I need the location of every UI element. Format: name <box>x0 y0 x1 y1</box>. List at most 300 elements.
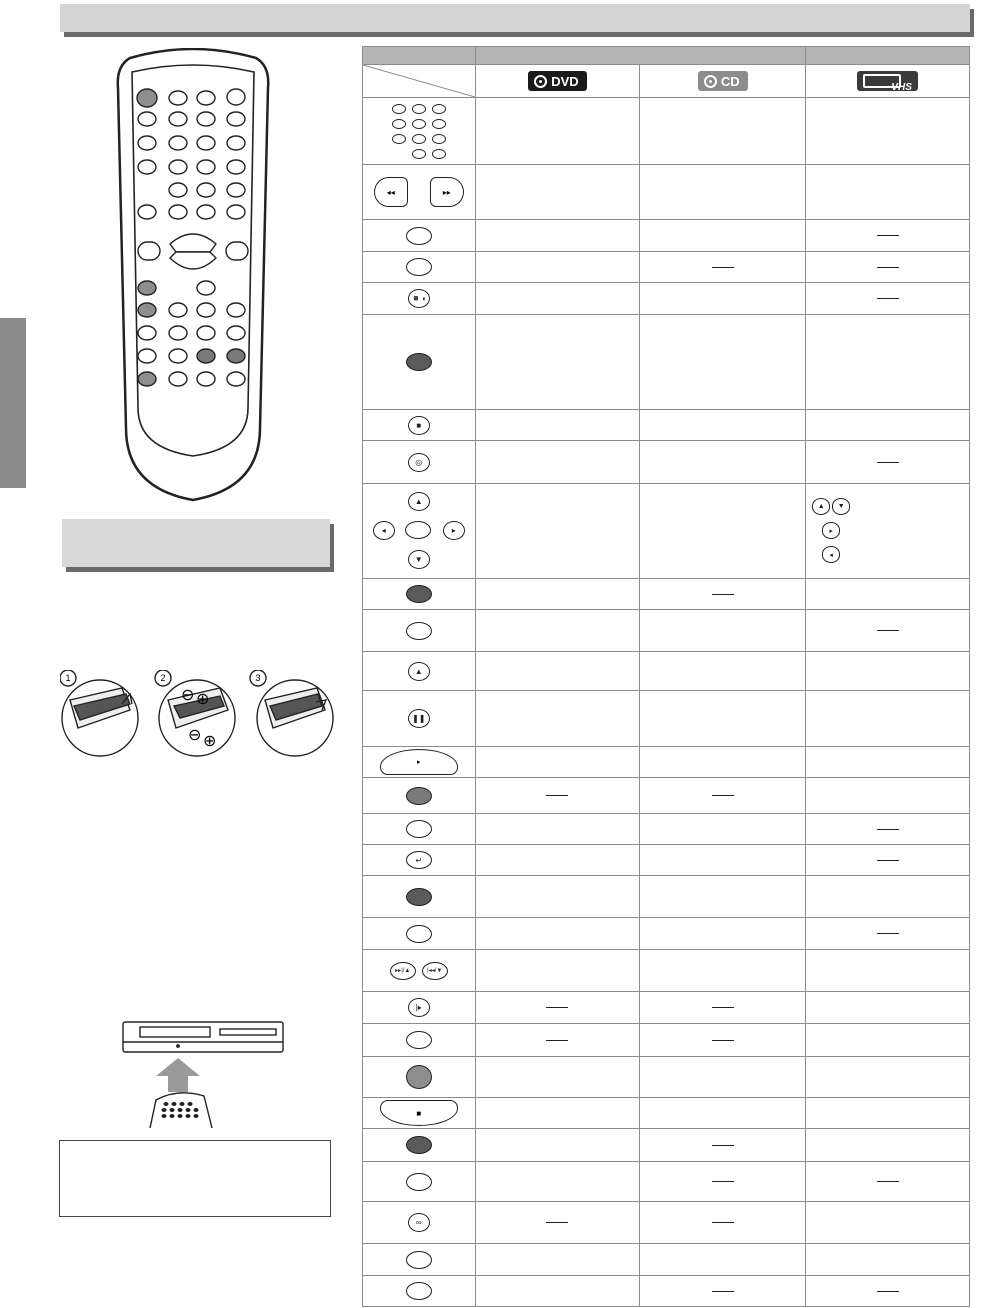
cell-content <box>476 691 640 746</box>
cell-content <box>476 610 640 651</box>
cell-content <box>640 950 805 991</box>
cell-content <box>640 1098 805 1128</box>
cd-cell <box>640 252 806 283</box>
button-icon-cell <box>363 283 476 315</box>
cell-content <box>640 691 805 746</box>
cd-cell <box>640 315 806 410</box>
dvd-cell <box>475 652 640 691</box>
cell-content <box>476 220 640 251</box>
diagonal-cell <box>363 65 476 98</box>
cell-content <box>806 992 969 1023</box>
cell-content <box>640 220 805 251</box>
cell-content <box>363 778 475 813</box>
cell-content <box>363 315 475 409</box>
table-row <box>363 610 970 652</box>
button-icon-cell <box>363 950 476 992</box>
up-arrow-icon: ▲ <box>812 498 830 515</box>
dvd-cell <box>475 876 640 918</box>
vhs-cell <box>806 410 970 441</box>
button-icon-cell <box>363 778 476 814</box>
dvd-cell <box>475 918 640 950</box>
vhs-cell <box>806 283 970 315</box>
vhs-cell <box>806 747 970 778</box>
cell-content <box>476 814 640 844</box>
cell-content <box>363 220 475 251</box>
cd-cell <box>640 1202 806 1244</box>
button-icon-cell <box>363 220 476 252</box>
cell-content <box>476 410 640 440</box>
table-row <box>363 918 970 950</box>
cell-content <box>363 283 475 314</box>
cell-content <box>363 992 475 1023</box>
battery-steps-illustration <box>60 670 340 764</box>
table-row <box>363 1276 970 1307</box>
header-cell-vcr <box>806 47 970 65</box>
not-available-dash <box>712 1145 734 1146</box>
play-icon: ▸ <box>380 749 458 775</box>
cell-content <box>806 410 969 440</box>
not-available-dash <box>546 1040 568 1041</box>
cell-content <box>476 165 640 219</box>
remote-control-illustration <box>110 48 276 504</box>
button-icon-cell <box>363 410 476 441</box>
cell-content <box>806 252 969 282</box>
cd-cell <box>640 98 806 165</box>
oval-button-icon <box>406 227 432 245</box>
not-available-dash <box>712 1007 734 1008</box>
cd-cell <box>640 220 806 252</box>
oval-button-icon <box>406 1282 432 1300</box>
dvd-logo-cell <box>475 65 640 98</box>
vhs-logo <box>857 71 918 91</box>
vhs-cell <box>806 98 970 165</box>
dvd-cell <box>475 747 640 778</box>
cell-content <box>476 1098 640 1128</box>
table-row <box>363 98 970 165</box>
cell-content <box>640 98 805 164</box>
table-row <box>363 845 970 876</box>
cd-cell <box>640 992 806 1024</box>
cell-content <box>640 315 805 409</box>
cell-content <box>640 283 805 314</box>
dvd-cell <box>475 283 640 315</box>
button-icon-cell <box>363 1098 476 1129</box>
cursor-keys-icon <box>369 492 469 570</box>
cell-content <box>476 1162 640 1201</box>
dvd-cell <box>475 220 640 252</box>
cell-content <box>476 845 640 875</box>
cell-content <box>806 845 969 875</box>
number-key-icon <box>392 119 406 129</box>
cd-cell <box>640 1024 806 1057</box>
cell-content <box>806 1129 969 1161</box>
not-available-dash <box>877 1181 899 1182</box>
number-key-icon <box>412 104 426 114</box>
oval-button-icon <box>406 925 432 943</box>
button-icon-cell <box>363 610 476 652</box>
table-row <box>363 283 970 315</box>
cd-cell <box>640 441 806 484</box>
dvd-cell <box>475 691 640 747</box>
disc-icon <box>704 75 717 88</box>
cd-logo-text: CD <box>720 73 740 89</box>
table-row <box>363 165 970 220</box>
vhs-cell <box>806 1244 970 1276</box>
number-key-icon <box>432 134 446 144</box>
cell-content <box>806 484 969 578</box>
button-icon-cell <box>363 1057 476 1098</box>
cell-content <box>640 1024 805 1056</box>
cell-content <box>363 1129 475 1161</box>
cd-cell <box>640 1162 806 1202</box>
cell-content <box>640 610 805 651</box>
button-icon-cell <box>363 1276 476 1307</box>
cell-content <box>363 1024 475 1056</box>
cell-content <box>363 610 475 651</box>
cell-content <box>640 876 805 917</box>
cell-content <box>640 1129 805 1161</box>
table-row <box>363 1057 970 1098</box>
step-3-label: 3 <box>255 673 261 683</box>
cell-content <box>640 992 805 1023</box>
fast-forward-icon: ▸▸ <box>430 177 464 207</box>
skip-buttons-icon <box>390 962 448 980</box>
cd-cell <box>640 283 806 315</box>
cd-cell <box>640 1098 806 1129</box>
cell-content <box>476 1057 640 1097</box>
not-available-dash <box>546 795 568 796</box>
cell-content <box>363 98 475 164</box>
dvd-cell <box>475 1024 640 1057</box>
table-row <box>363 252 970 283</box>
cell-content <box>640 814 805 844</box>
cd-cell <box>640 747 806 778</box>
vhs-cell <box>806 652 970 691</box>
cell-content <box>806 918 969 949</box>
dubbing-icon: ∞ <box>408 1213 430 1232</box>
vhs-logo-cell <box>806 65 970 98</box>
header-cell-button <box>363 47 476 65</box>
table-row <box>363 950 970 992</box>
button-icon-cell <box>363 876 476 918</box>
not-available-dash <box>712 1181 734 1182</box>
not-available-dash <box>546 1222 568 1223</box>
cell-content <box>806 441 969 483</box>
cell-content <box>476 441 640 483</box>
not-available-dash <box>877 267 899 268</box>
button-icon-cell <box>363 691 476 747</box>
vhs-cell <box>806 1129 970 1162</box>
not-available-dash <box>877 462 899 463</box>
dvd-logo <box>528 71 586 91</box>
cell-content <box>640 165 805 219</box>
number-key-icon <box>432 119 446 129</box>
dvd-cell <box>475 992 640 1024</box>
cell-content <box>806 98 969 164</box>
skip-back-icon: |◂◂/▼ <box>422 962 448 980</box>
dvd-cell <box>475 1276 640 1307</box>
cell-content <box>640 778 805 813</box>
cell-content <box>363 1202 475 1243</box>
plus-sign: ⊕ <box>196 689 210 708</box>
dvd-cell <box>475 484 640 579</box>
cd-cell <box>640 1276 806 1307</box>
mute-icon: ◾◖ <box>408 289 430 308</box>
not-available-dash <box>712 1040 734 1041</box>
dvd-cell <box>475 579 640 610</box>
cell-content <box>476 579 640 609</box>
cd-cell <box>640 778 806 814</box>
not-available-dash <box>712 594 734 595</box>
dvd-cell <box>475 1162 640 1202</box>
down-arrow-icon: ▼ <box>832 498 850 515</box>
stop-square-icon: ■ <box>408 416 430 435</box>
button-icon-cell <box>363 918 476 950</box>
cd-cell <box>640 950 806 992</box>
cell-content <box>476 1024 640 1056</box>
cell-content <box>806 220 969 251</box>
cell-content <box>476 1129 640 1161</box>
cell-content <box>806 876 969 917</box>
cd-cell <box>640 1244 806 1276</box>
button-icon-cell <box>363 165 476 220</box>
cell-content <box>363 691 475 746</box>
oval-button-icon <box>406 622 432 640</box>
vhs-cell <box>806 814 970 845</box>
cell-content <box>806 652 969 690</box>
button-icon-cell <box>363 1129 476 1162</box>
cd-cell <box>640 1057 806 1098</box>
table-row <box>363 1162 970 1202</box>
button-icon-cell <box>363 1202 476 1244</box>
vhs-cell <box>806 484 970 579</box>
number-key-icon <box>432 104 446 114</box>
return-icon: ↵ <box>406 851 432 869</box>
table-row <box>363 1024 970 1057</box>
cd-cell <box>640 410 806 441</box>
button-function-table <box>362 46 970 1307</box>
battery-installation-figure <box>60 670 340 764</box>
cell-content <box>640 484 805 578</box>
dvd-cell <box>475 441 640 484</box>
cell-content <box>363 252 475 282</box>
dvd-cell <box>475 410 640 441</box>
vhs-cell <box>806 165 970 220</box>
vhs-cell <box>806 845 970 876</box>
cell-content <box>476 1202 640 1243</box>
not-available-dash <box>546 1007 568 1008</box>
dvd-cell <box>475 252 640 283</box>
vhs-cell <box>806 610 970 652</box>
button-icon-cell <box>363 845 476 876</box>
table-row <box>363 410 970 441</box>
button-icon-cell <box>363 747 476 778</box>
vhs-cell <box>806 252 970 283</box>
cd-cell <box>640 579 806 610</box>
cell-content <box>640 410 805 440</box>
dvd-cell <box>475 1129 640 1162</box>
cd-logo-cell <box>640 65 806 98</box>
cell-content <box>640 845 805 875</box>
cell-content <box>806 1098 969 1128</box>
cell-content <box>363 950 475 991</box>
dvd-cell <box>475 1057 640 1098</box>
cell-content <box>476 876 640 917</box>
vhs-cell <box>806 441 970 484</box>
cell-content <box>640 1244 805 1275</box>
cell-content <box>806 1057 969 1097</box>
cell-content <box>363 1162 475 1201</box>
enter-icon <box>405 521 431 539</box>
cell-content <box>806 1276 969 1306</box>
number-key-icon <box>412 119 426 129</box>
cell-content <box>476 283 640 314</box>
cell-content <box>806 814 969 844</box>
left-arrow-icon: ◂ <box>822 546 840 563</box>
dvd-cell <box>475 1098 640 1129</box>
table-row <box>363 315 970 410</box>
cell-content <box>640 1202 805 1243</box>
button-icon-cell <box>363 1024 476 1057</box>
filled-button-icon <box>406 1136 432 1154</box>
cell-content <box>476 1276 640 1306</box>
vhs-logo-text: VHS <box>891 81 912 93</box>
number-keys-icon <box>392 104 446 159</box>
vhs-cell <box>806 876 970 918</box>
cell-content <box>363 876 475 917</box>
table-row <box>363 1098 970 1129</box>
not-available-dash <box>877 1291 899 1292</box>
minus-sign: ⊖ <box>188 725 202 744</box>
button-icon-cell <box>363 652 476 691</box>
cd-cell <box>640 610 806 652</box>
cell-content <box>363 579 475 609</box>
vhs-cell <box>806 691 970 747</box>
plus-sign: ⊕ <box>203 731 217 750</box>
cell-content <box>476 98 640 164</box>
cell-content <box>640 252 805 282</box>
cell-content <box>363 814 475 844</box>
vhs-cell <box>806 315 970 410</box>
dvd-cell <box>475 1202 640 1244</box>
setup-icon: ◎ <box>408 453 430 472</box>
table-row <box>363 441 970 484</box>
cell-content <box>806 1162 969 1201</box>
not-available-dash <box>712 795 734 796</box>
oval-button-icon <box>406 1251 432 1269</box>
vhs-cell <box>806 1202 970 1244</box>
cell-content <box>476 484 640 578</box>
oval-button-icon <box>406 1173 432 1191</box>
vhs-cell <box>806 1098 970 1129</box>
cell-content <box>640 747 805 777</box>
button-icon-cell <box>363 579 476 610</box>
header-cell-dvd-cd <box>475 47 806 65</box>
cell-content <box>363 1244 475 1275</box>
table-header-row <box>363 47 970 65</box>
not-available-dash <box>877 829 899 830</box>
cell-content <box>640 579 805 609</box>
button-icon-cell <box>363 252 476 283</box>
cd-cell <box>640 165 806 220</box>
table-row <box>363 579 970 610</box>
not-available-dash <box>877 630 899 631</box>
section-heading-box <box>62 519 330 567</box>
table-row <box>363 778 970 814</box>
cd-cell <box>640 691 806 747</box>
page-header-bar <box>60 4 970 32</box>
table-row <box>363 747 970 778</box>
stop-icon: ■ <box>380 1100 458 1126</box>
table-row <box>363 992 970 1024</box>
not-available-dash <box>712 1291 734 1292</box>
cell-content <box>476 252 640 282</box>
number-key-icon <box>392 134 406 144</box>
step-2-label: 2 <box>160 673 166 683</box>
cell-content <box>363 918 475 949</box>
number-key-icon <box>392 149 406 159</box>
cell-content <box>806 283 969 314</box>
cd-cell <box>640 845 806 876</box>
dvd-cell <box>475 814 640 845</box>
cell-content <box>806 610 969 651</box>
step-1-label: 1 <box>65 673 71 683</box>
up-arrow-icon: ▲ <box>408 492 430 511</box>
button-icon-cell <box>363 814 476 845</box>
cell-content <box>806 950 969 991</box>
cell-content <box>640 918 805 949</box>
cassette-icon <box>863 74 901 88</box>
cell-content <box>640 1162 805 1201</box>
cell-content <box>363 747 475 777</box>
not-available-dash <box>877 933 899 934</box>
dvd-cell <box>475 315 640 410</box>
button-icon-cell <box>363 484 476 579</box>
left-arrow-icon: ◂ <box>373 521 395 540</box>
number-key-icon <box>432 149 446 159</box>
disc-icon <box>534 75 547 88</box>
side-tab <box>0 318 26 488</box>
cell-content <box>806 747 969 777</box>
table-row <box>363 1129 970 1162</box>
remote-aiming-illustration <box>120 1018 286 1130</box>
grey-button-icon <box>406 787 432 805</box>
diagonal-line <box>363 65 475 97</box>
vhs-cell <box>806 220 970 252</box>
cell-content <box>640 652 805 690</box>
table-row <box>363 814 970 845</box>
vhs-cell <box>806 992 970 1024</box>
cell-content <box>363 1098 475 1128</box>
cell-content <box>806 1202 969 1243</box>
not-available-dash <box>712 267 734 268</box>
oval-button-icon <box>406 1031 432 1049</box>
table-row <box>363 652 970 691</box>
table-row <box>363 1202 970 1244</box>
table-row <box>363 876 970 918</box>
dvd-cell <box>475 845 640 876</box>
minus-sign: ⊖ <box>181 685 195 704</box>
cell-content <box>363 652 475 690</box>
cd-cell <box>640 918 806 950</box>
cell-content <box>640 1276 805 1306</box>
not-available-dash <box>712 1222 734 1223</box>
vhs-cell <box>806 950 970 992</box>
rev-fwd-buttons-icon <box>374 177 464 207</box>
cell-content <box>806 778 969 813</box>
eject-icon: ▲ <box>408 662 430 681</box>
cell-content <box>806 315 969 409</box>
